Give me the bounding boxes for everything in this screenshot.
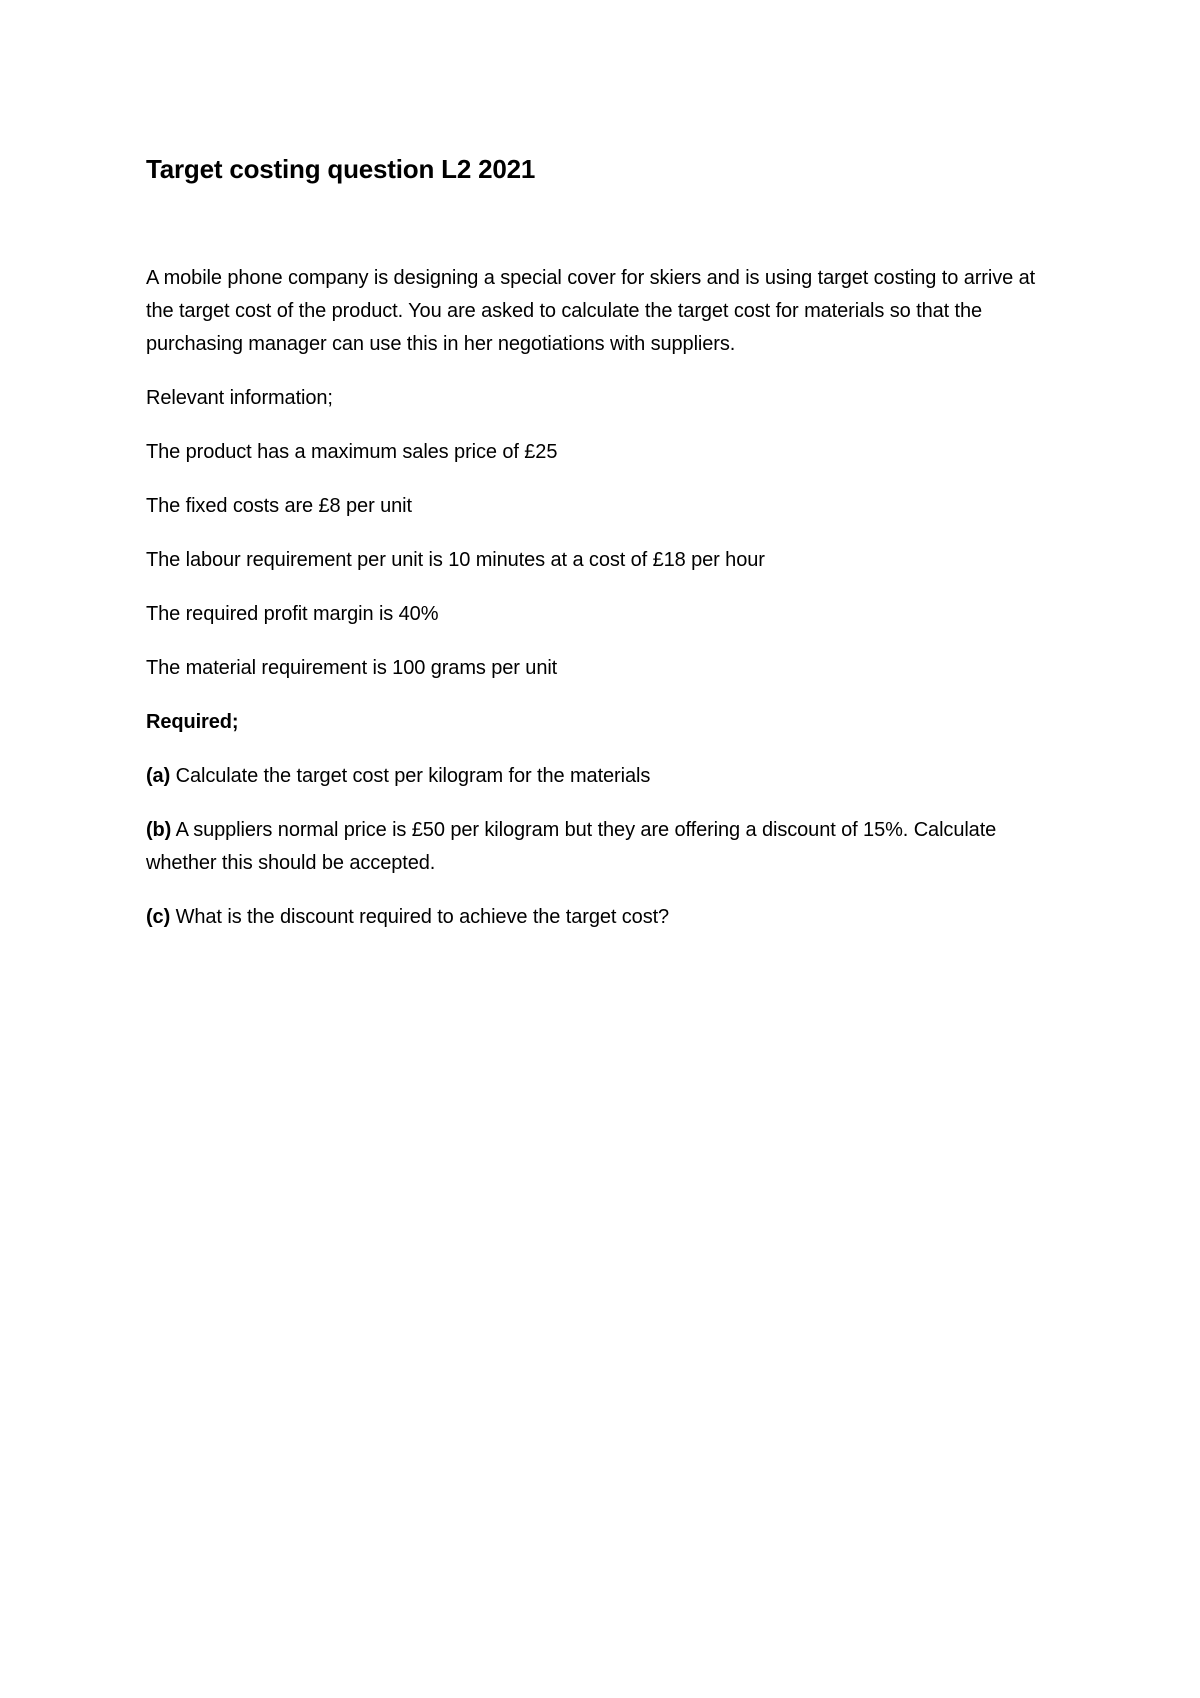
document-title: Target costing question L2 2021	[146, 154, 536, 184]
intro-paragraph: A mobile phone company is designing a special cover for skiers and is using target costing to arrive at the target cost of the product. You are asked to calculate the target cost for materials so that the purchasing manager can use this in her negotiations with suppliers.	[146, 267, 1036, 355]
question-a-text: Calculate the target cost per kilogram for the materials	[170, 765, 651, 787]
relevant-info-heading: Relevant information;	[146, 387, 333, 409]
question-b-label: (b)	[146, 819, 172, 841]
fact-labour-requirement: The labour requirement per unit is 10 minutes at a cost of £18 per hour	[146, 549, 765, 571]
fact-material-requirement: The material requirement is 100 grams per unit	[146, 657, 558, 679]
question-a	[146, 760, 1050, 793]
document-body	[146, 262, 1050, 934]
question-c	[146, 901, 1050, 934]
fact-sales-price: The product has a maximum sales price of £25	[146, 441, 558, 463]
fact-fixed-costs: The fixed costs are £8 per unit	[146, 495, 412, 517]
question-a-label: (a)	[146, 765, 171, 787]
question-b	[146, 814, 1026, 880]
fact-profit-margin: The required profit margin is 40%	[146, 603, 439, 625]
question-b-text: A suppliers normal price is £50 per kilogram but they are offering a discount of 15%. Calculate whether this should be accepted.	[146, 819, 997, 874]
question-c-label: (c)	[146, 906, 171, 928]
required-heading: Required;	[146, 711, 239, 733]
question-c-text: What is the discount required to achieve the target cost?	[170, 906, 670, 928]
